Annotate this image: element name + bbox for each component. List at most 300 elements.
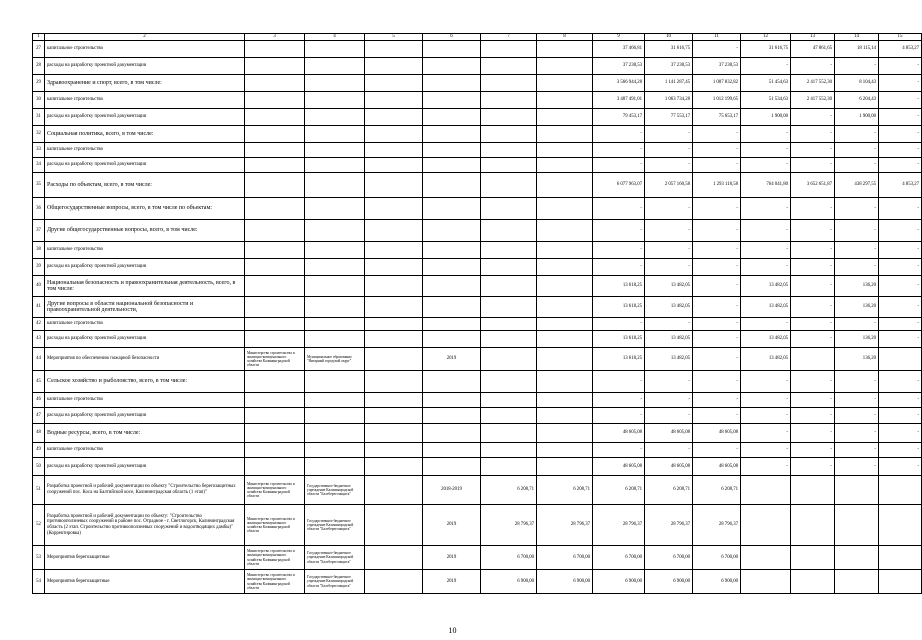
col7-cell xyxy=(481,371,537,393)
customer-cell: Государственное бюджетное учреждение Калининградской области "Балтберегозащита" xyxy=(305,546,365,570)
col11-cell: - xyxy=(693,198,741,220)
row-name: расходы на разработку проектной документации xyxy=(45,458,245,476)
table-row xyxy=(33,348,922,371)
col12-cell xyxy=(741,476,791,505)
col10-cell: 6 900,00 xyxy=(645,570,693,594)
col9-cell: 6 077 963,07 xyxy=(593,173,645,198)
col7-cell xyxy=(481,331,537,348)
col9-cell: 13 618,25 xyxy=(593,297,645,318)
customer-cell xyxy=(305,198,365,220)
row-number: 31 xyxy=(33,109,45,126)
col12-cell xyxy=(741,505,791,546)
col14-cell: - xyxy=(835,58,879,75)
row-name: капитальное строительство xyxy=(45,443,245,458)
col9-cell: - xyxy=(593,126,645,143)
col5-cell xyxy=(365,126,423,143)
row-name: Социальная политика, всего, в том числе: xyxy=(45,126,245,143)
col15-cell: - xyxy=(879,198,922,220)
col13-cell: 47 861,65 xyxy=(791,41,835,58)
customer-cell xyxy=(305,242,365,259)
col13-cell: - xyxy=(791,318,835,331)
col7-cell xyxy=(481,220,537,242)
col8-cell xyxy=(537,276,593,297)
executor-cell xyxy=(245,220,305,242)
col11-cell: 75 653,17 xyxy=(693,109,741,126)
executor-cell xyxy=(245,158,305,173)
row-number: 34 xyxy=(33,158,45,173)
col10-cell: - xyxy=(645,318,693,331)
col14-cell: - xyxy=(835,393,879,408)
col11-cell: 1 012 199,65 xyxy=(693,92,741,109)
table-row xyxy=(33,158,922,173)
col10-cell: - xyxy=(645,408,693,424)
col13-cell: - xyxy=(791,276,835,297)
col13-cell: - xyxy=(791,408,835,424)
col14-cell: - xyxy=(835,143,879,158)
col11-cell: 1 293 118,58 xyxy=(693,173,741,198)
col10-cell: 28 796,37 xyxy=(645,505,693,546)
col10-cell: 48 605,08 xyxy=(645,424,693,443)
col14-cell xyxy=(835,570,879,594)
row-name: расходы на разработку проектной документации xyxy=(45,158,245,173)
column-header: 8 xyxy=(537,34,593,41)
period-cell xyxy=(423,126,481,143)
period-cell xyxy=(423,371,481,393)
row-number: 52 xyxy=(33,505,45,546)
col13-cell: - xyxy=(791,371,835,393)
period-cell xyxy=(423,408,481,424)
col9-cell: - xyxy=(593,158,645,173)
column-header: 9 xyxy=(593,34,645,41)
col10-cell: 13 482,05 xyxy=(645,331,693,348)
executor-cell: Министерство строительства и жилищно-коммунального хозяйства Калининградской области xyxy=(245,476,305,505)
col7-cell xyxy=(481,393,537,408)
col15-cell: - xyxy=(879,143,922,158)
col8-cell xyxy=(537,173,593,198)
col10-cell: 37 238,53 xyxy=(645,58,693,75)
col13-cell: - xyxy=(791,424,835,443)
col14-cell: 136,20 xyxy=(835,297,879,318)
col12-cell: 13 482,05 xyxy=(741,348,791,371)
col12-cell: - xyxy=(741,443,791,458)
customer-cell xyxy=(305,109,365,126)
col9-cell: - xyxy=(593,143,645,158)
row-name: капитальное строительство xyxy=(45,393,245,408)
col13-cell xyxy=(791,476,835,505)
col11-cell: 6 208,71 xyxy=(693,476,741,505)
col10-cell: 6 208,71 xyxy=(645,476,693,505)
row-number: 49 xyxy=(33,443,45,458)
table-row xyxy=(33,259,922,276)
col13-cell: - xyxy=(791,198,835,220)
col11-cell: - xyxy=(693,220,741,242)
table-row xyxy=(33,408,922,424)
col13-cell: - xyxy=(791,331,835,348)
col8-cell: 6 208,71 xyxy=(537,476,593,505)
executor-cell: Министерство строительства и жилищно-коммунального хозяйства Калининградской области xyxy=(245,505,305,546)
col5-cell xyxy=(365,458,423,476)
col9-cell: 48 605,08 xyxy=(593,424,645,443)
col14-cell: 136,20 xyxy=(835,348,879,371)
period-cell xyxy=(423,143,481,158)
col7-cell xyxy=(481,173,537,198)
table-row xyxy=(33,41,922,58)
row-number: 53 xyxy=(33,546,45,570)
col12-cell: 1 900,00 xyxy=(741,109,791,126)
period-cell: 2019 xyxy=(423,546,481,570)
executor-cell xyxy=(245,75,305,92)
table-row xyxy=(33,393,922,408)
period-cell xyxy=(423,443,481,458)
row-name: Водные ресурсы, всего, в том числе: xyxy=(45,424,245,443)
col11-cell: 1 087 832,82 xyxy=(693,75,741,92)
col11-cell: - xyxy=(693,143,741,158)
col7-cell xyxy=(481,58,537,75)
column-header: 1 xyxy=(33,34,45,41)
column-header: 14 xyxy=(835,34,879,41)
col11-cell: - xyxy=(693,443,741,458)
table-row xyxy=(33,476,922,505)
row-number: 36 xyxy=(33,198,45,220)
col15-cell: - xyxy=(879,458,922,476)
row-name: расходы на разработку проектной документации xyxy=(45,58,245,75)
column-header: 2 xyxy=(45,34,245,41)
col8-cell xyxy=(537,126,593,143)
row-name: капитальное строительство xyxy=(45,143,245,158)
col14-cell: - xyxy=(835,158,879,173)
col7-cell xyxy=(481,143,537,158)
col5-cell xyxy=(365,143,423,158)
row-number: 51 xyxy=(33,476,45,505)
col8-cell xyxy=(537,458,593,476)
col9-cell: - xyxy=(593,393,645,408)
col11-cell: - xyxy=(693,371,741,393)
row-number: 50 xyxy=(33,458,45,476)
col7-cell xyxy=(481,126,537,143)
period-cell xyxy=(423,458,481,476)
period-cell xyxy=(423,198,481,220)
col15-cell: - xyxy=(879,109,922,126)
col9-cell: - xyxy=(593,242,645,259)
row-name: капитальное строительство xyxy=(45,92,245,109)
table-row xyxy=(33,276,922,297)
row-number: 54 xyxy=(33,570,45,594)
col7-cell xyxy=(481,242,537,259)
col9-cell: 79 453,17 xyxy=(593,109,645,126)
executor-cell xyxy=(245,58,305,75)
col10-cell: 1 063 734,28 xyxy=(645,92,693,109)
col10-cell: 13 482,05 xyxy=(645,297,693,318)
col5-cell xyxy=(365,424,423,443)
col12-cell: 13 482,05 xyxy=(741,276,791,297)
period-cell xyxy=(423,331,481,348)
col8-cell xyxy=(537,109,593,126)
col7-cell xyxy=(481,408,537,424)
col13-cell: - xyxy=(791,109,835,126)
row-number: 42 xyxy=(33,318,45,331)
row-number: 40 xyxy=(33,276,45,297)
col15-cell: - xyxy=(879,126,922,143)
customer-cell: Муниципальное образование "Янтарный городской округ" xyxy=(305,348,365,371)
row-number: 45 xyxy=(33,371,45,393)
table-row xyxy=(33,570,922,594)
column-header: 10 xyxy=(645,34,693,41)
col7-cell xyxy=(481,318,537,331)
executor-cell xyxy=(245,173,305,198)
col10-cell: - xyxy=(645,220,693,242)
col11-cell: - xyxy=(693,276,741,297)
col8-cell xyxy=(537,348,593,371)
row-name: расходы на разработку проектной документации xyxy=(45,259,245,276)
col7-cell xyxy=(481,109,537,126)
col8-cell xyxy=(537,259,593,276)
col8-cell xyxy=(537,242,593,259)
col5-cell xyxy=(365,371,423,393)
row-name: Разработка проектной и рабочей документации по объекту "Строительство берегозащитных сооружений пос. Коса на Балтийской косе, Калининградская область (1 этап)" xyxy=(45,476,245,505)
col11-cell: 6 900,00 xyxy=(693,570,741,594)
col15-cell xyxy=(879,476,922,505)
col14-cell: - xyxy=(835,259,879,276)
col5-cell xyxy=(365,109,423,126)
executor-cell xyxy=(245,109,305,126)
col5-cell xyxy=(365,198,423,220)
col12-cell: - xyxy=(741,393,791,408)
col5-cell xyxy=(365,348,423,371)
col13-cell: - xyxy=(791,143,835,158)
col14-cell: - xyxy=(835,371,879,393)
col9-cell: 3 487 491,01 xyxy=(593,92,645,109)
col5-cell xyxy=(365,318,423,331)
customer-cell xyxy=(305,126,365,143)
col12-cell: - xyxy=(741,220,791,242)
customer-cell xyxy=(305,173,365,198)
col13-cell xyxy=(791,505,835,546)
customer-cell: Государственное бюджетное учреждение Калининградской области "Балтберегозащита" xyxy=(305,476,365,505)
table-row xyxy=(33,331,922,348)
col8-cell xyxy=(537,75,593,92)
col8-cell xyxy=(537,393,593,408)
col9-cell: 37 238,53 xyxy=(593,58,645,75)
col13-cell: - xyxy=(791,458,835,476)
col7-cell xyxy=(481,297,537,318)
column-header: 4 xyxy=(305,34,365,41)
col9-cell: - xyxy=(593,443,645,458)
col15-cell: - xyxy=(879,331,922,348)
col15-cell: - xyxy=(879,297,922,318)
col7-cell xyxy=(481,41,537,58)
col15-cell: - xyxy=(879,276,922,297)
col10-cell: 1 141 287,45 xyxy=(645,75,693,92)
col9-cell: 6 700,00 xyxy=(593,546,645,570)
row-number: 35 xyxy=(33,173,45,198)
col15-cell: - xyxy=(879,92,922,109)
row-number: 33 xyxy=(33,143,45,158)
col12-cell: - xyxy=(741,424,791,443)
col10-cell: 13 482,05 xyxy=(645,276,693,297)
row-name: Расходы по объектам, всего, в том числе: xyxy=(45,173,245,198)
executor-cell xyxy=(245,198,305,220)
period-cell xyxy=(423,297,481,318)
col7-cell xyxy=(481,348,537,371)
executor-cell xyxy=(245,443,305,458)
table-row xyxy=(33,546,922,570)
executor-cell xyxy=(245,331,305,348)
customer-cell xyxy=(305,424,365,443)
col11-cell: - xyxy=(693,259,741,276)
period-cell xyxy=(423,318,481,331)
col15-cell: - xyxy=(879,58,922,75)
col15-cell: 4 853,27 xyxy=(879,173,922,198)
col10-cell: - xyxy=(645,198,693,220)
executor-cell xyxy=(245,276,305,297)
col15-cell: - xyxy=(879,393,922,408)
col7-cell: 6 900,00 xyxy=(481,570,537,594)
row-name: капитальное строительство xyxy=(45,318,245,331)
period-cell xyxy=(423,58,481,75)
table-row xyxy=(33,220,922,242)
col14-cell: - xyxy=(835,443,879,458)
col11-cell: - xyxy=(693,297,741,318)
col13-cell: - xyxy=(791,126,835,143)
col5-cell xyxy=(365,297,423,318)
col15-cell: 4 853,27 xyxy=(879,41,922,58)
col8-cell xyxy=(537,318,593,331)
col9-cell: 13 618,25 xyxy=(593,348,645,371)
col12-cell: 13 482,05 xyxy=(741,297,791,318)
col8-cell xyxy=(537,408,593,424)
col14-cell: - xyxy=(835,220,879,242)
row-number: 37 xyxy=(33,220,45,242)
col12-cell: - xyxy=(741,126,791,143)
customer-cell xyxy=(305,75,365,92)
col5-cell xyxy=(365,408,423,424)
table-row xyxy=(33,92,922,109)
col13-cell: - xyxy=(791,259,835,276)
col10-cell: 6 700,00 xyxy=(645,546,693,570)
col13-cell: 2 417 552,30 xyxy=(791,92,835,109)
customer-cell: Государственное бюджетное учреждение Калининградской области "Балтберегозащита" xyxy=(305,505,365,546)
period-cell: 2019 xyxy=(423,505,481,546)
col8-cell xyxy=(537,297,593,318)
col8-cell xyxy=(537,331,593,348)
col9-cell: - xyxy=(593,198,645,220)
col14-cell: 6 204,43 xyxy=(835,92,879,109)
row-number: 46 xyxy=(33,393,45,408)
col10-cell: - xyxy=(645,371,693,393)
col9-cell: 3 566 944,28 xyxy=(593,75,645,92)
col10-cell: - xyxy=(645,443,693,458)
col7-cell xyxy=(481,443,537,458)
row-number: 39 xyxy=(33,259,45,276)
col11-cell: 48 605,08 xyxy=(693,424,741,443)
row-name: Здравоохранение и спорт, всего, в том числе: xyxy=(45,75,245,92)
row-name: расходы на разработку проектной документации xyxy=(45,408,245,424)
col12-cell: - xyxy=(741,158,791,173)
table-row xyxy=(33,458,922,476)
col9-cell: - xyxy=(593,318,645,331)
col5-cell xyxy=(365,546,423,570)
col9-cell: - xyxy=(593,220,645,242)
executor-cell: Министерство строительства и жилищно-коммунального хозяйства Калининградской области xyxy=(245,570,305,594)
col5-cell xyxy=(365,242,423,259)
col12-cell: 13 482,05 xyxy=(741,331,791,348)
col12-cell: 51 534,63 xyxy=(741,92,791,109)
col8-cell xyxy=(537,443,593,458)
col11-cell: - xyxy=(693,41,741,58)
col13-cell: 2 417 552,30 xyxy=(791,75,835,92)
col5-cell xyxy=(365,505,423,546)
col5-cell xyxy=(365,75,423,92)
period-cell: 2019 xyxy=(423,348,481,371)
row-name: расходы на разработку проектной документации xyxy=(45,331,245,348)
col14-cell xyxy=(835,546,879,570)
table-row xyxy=(33,242,922,259)
executor-cell xyxy=(245,126,305,143)
col10-cell: - xyxy=(645,393,693,408)
customer-cell xyxy=(305,371,365,393)
period-cell xyxy=(423,424,481,443)
row-name: Другие общегосударственные вопросы, всего, в том числе: xyxy=(45,220,245,242)
col10-cell: 31 616,75 xyxy=(645,41,693,58)
col13-cell: - xyxy=(791,158,835,173)
col8-cell xyxy=(537,424,593,443)
col12-cell: 764 041,80 xyxy=(741,173,791,198)
executor-cell xyxy=(245,458,305,476)
col13-cell: - xyxy=(791,220,835,242)
table-row xyxy=(33,443,922,458)
col13-cell: - xyxy=(791,443,835,458)
col10-cell: 13 482,05 xyxy=(645,348,693,371)
col11-cell: - xyxy=(693,348,741,371)
col13-cell xyxy=(791,546,835,570)
col5-cell xyxy=(365,41,423,58)
row-name: Общегосударственные вопросы, всего, в том числе по объектам: xyxy=(45,198,245,220)
col15-cell: - xyxy=(879,424,922,443)
col8-cell: 6 900,00 xyxy=(537,570,593,594)
col12-cell: - xyxy=(741,408,791,424)
col14-cell: - xyxy=(835,458,879,476)
col5-cell xyxy=(365,570,423,594)
table-row xyxy=(33,505,922,546)
col14-cell xyxy=(835,476,879,505)
customer-cell xyxy=(305,276,365,297)
executor-cell xyxy=(245,424,305,443)
col11-cell: 37 238,53 xyxy=(693,58,741,75)
row-name: Национальная безопасность и правоохранительная деятельность, всего, в том числе: xyxy=(45,276,245,297)
period-cell xyxy=(423,75,481,92)
column-header: 15 xyxy=(879,34,922,41)
col7-cell xyxy=(481,75,537,92)
col12-cell: - xyxy=(741,198,791,220)
col10-cell: - xyxy=(645,126,693,143)
col5-cell xyxy=(365,58,423,75)
col11-cell: 48 605,08 xyxy=(693,458,741,476)
executor-cell xyxy=(245,41,305,58)
period-cell xyxy=(423,92,481,109)
col15-cell: - xyxy=(879,242,922,259)
column-number-row xyxy=(33,34,922,41)
table-row xyxy=(33,198,922,220)
col8-cell xyxy=(537,158,593,173)
col15-cell xyxy=(879,505,922,546)
col10-cell: - xyxy=(645,158,693,173)
col10-cell: - xyxy=(645,143,693,158)
executor-cell xyxy=(245,408,305,424)
period-cell xyxy=(423,259,481,276)
col15-cell: - xyxy=(879,443,922,458)
col15-cell: - xyxy=(879,371,922,393)
table-row xyxy=(33,318,922,331)
